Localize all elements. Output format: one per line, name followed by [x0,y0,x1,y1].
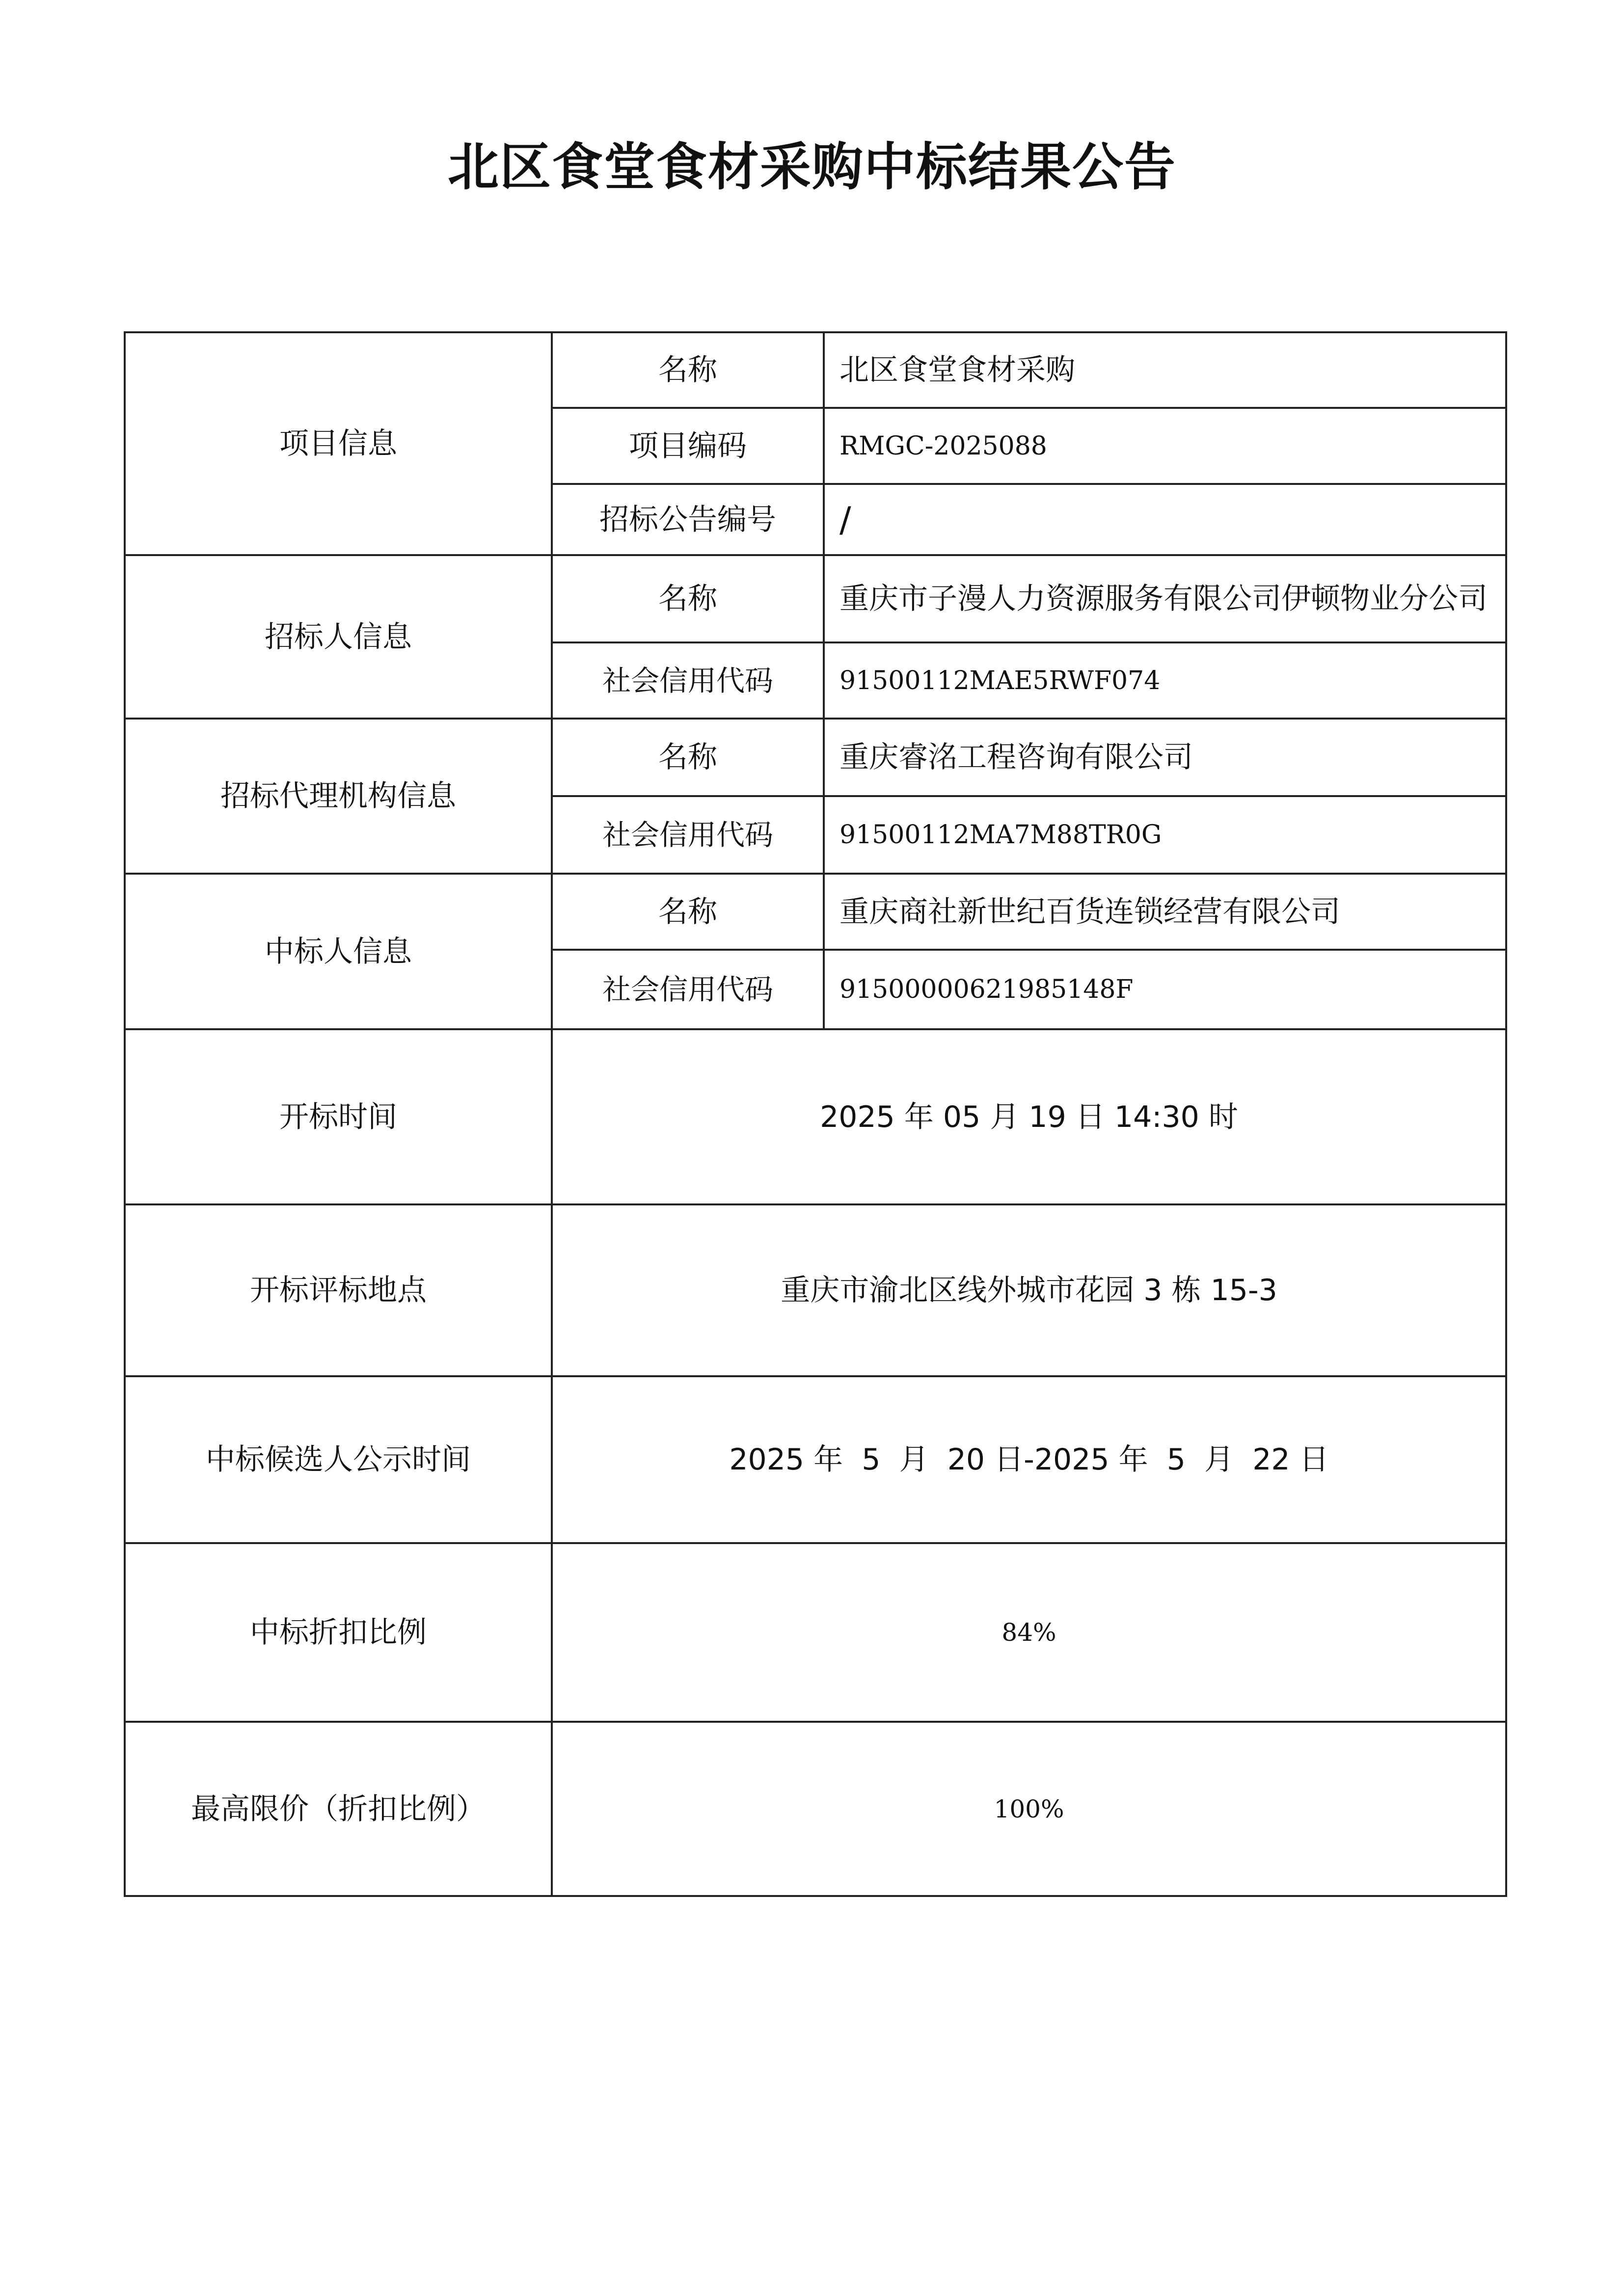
table-row [125,874,1506,950]
table-row [125,1543,1506,1722]
publicity-period-value: 2025 年 5 月 20 日-2025 年 5 月 22 日 [552,1376,1506,1543]
opening-location-label: 开标评标地点 [125,1204,552,1376]
publicity-period-label: 中标候选人公示时间 [125,1376,552,1543]
winning-discount-label: 中标折扣比例 [125,1543,552,1722]
tenderer-name-value: 重庆市子漫人力资源服务有限公司伊顿物业分公司 [824,555,1506,642]
agency-credit-value: 91500112MA7M88TR0G [824,796,1506,874]
winner-credit-value: 91500000621985148F [824,950,1506,1029]
project-info-category: 项目信息 [125,332,552,555]
table-row [125,332,1506,408]
tenderer-credit-label: 社会信用代码 [552,642,824,719]
winner-name-value: 重庆商社新世纪百货连锁经营有限公司 [824,874,1506,950]
notice-number-value: / [824,484,1506,555]
project-code-label: 项目编码 [552,408,824,484]
result-table [124,331,1507,1897]
table-row [125,1376,1506,1543]
page-title: 北区食堂食材采购中标结果公告 [447,137,1176,197]
table-row [125,1204,1506,1376]
table-row [125,1029,1506,1204]
winner-info-category: 中标人信息 [125,874,552,1029]
table-row [125,1722,1506,1896]
max-price-label: 最高限价（折扣比例） [125,1722,552,1896]
tenderer-info-category: 招标人信息 [125,555,552,719]
project-name-label: 名称 [552,332,824,408]
tenderer-credit-value: 91500112MAE5RWF074 [824,642,1506,719]
opening-time-label: 开标时间 [125,1029,552,1204]
winner-credit-label: 社会信用代码 [552,950,824,1029]
opening-time-value: 2025 年 05 月 19 日 14:30 时 [552,1029,1506,1204]
notice-number-label: 招标公告编号 [552,484,824,555]
tenderer-name-label: 名称 [552,555,824,642]
project-name-value: 北区食堂食材采购 [824,332,1506,408]
winner-name-label: 名称 [552,874,824,950]
max-price-value: 100% [552,1722,1506,1896]
agency-credit-label: 社会信用代码 [552,796,824,874]
agency-name-value: 重庆睿洺工程咨询有限公司 [824,719,1506,796]
opening-location-value: 重庆市渝北区线外城市花园 3 栋 15-3 [552,1204,1506,1376]
agency-info-category: 招标代理机构信息 [125,719,552,874]
winning-discount-value: 84% [552,1543,1506,1722]
project-code-value: RMGC-2025088 [824,408,1506,484]
agency-name-label: 名称 [552,719,824,796]
table-row [125,719,1506,796]
table-row [125,555,1506,642]
